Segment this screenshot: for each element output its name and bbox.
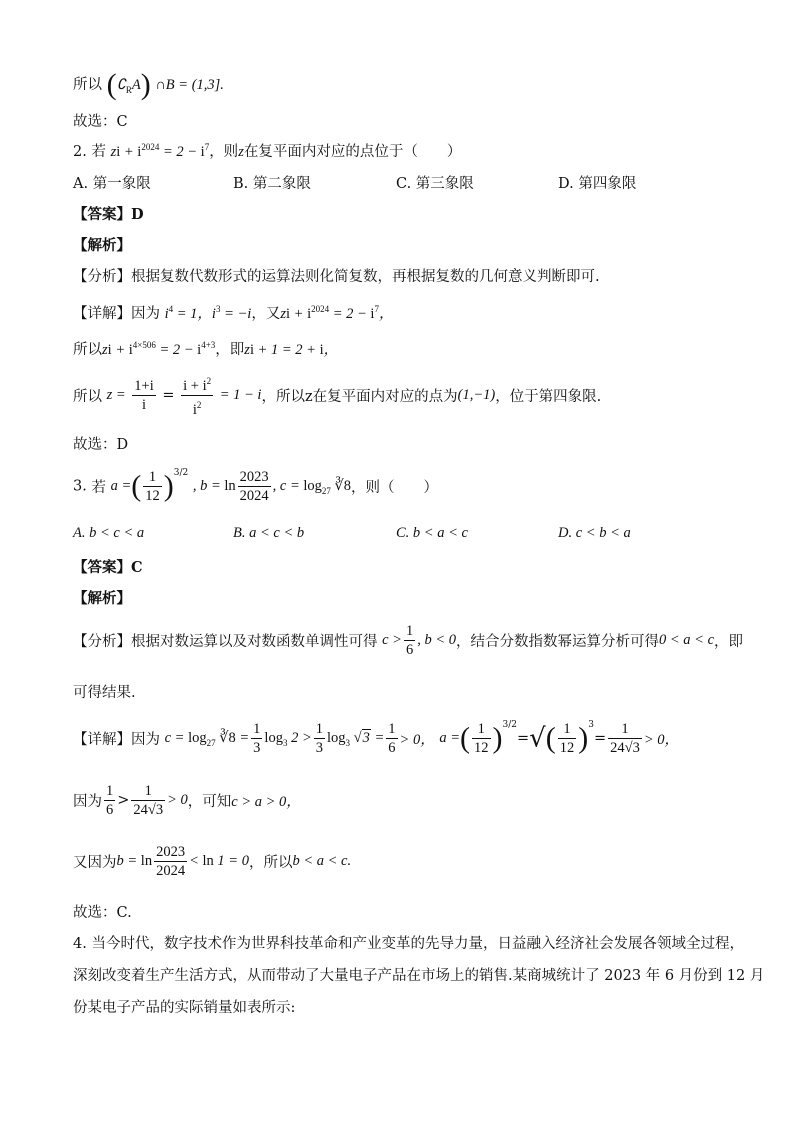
q2-choose: 故选：D <box>73 437 129 453</box>
q3-paren3-open: ( <box>545 721 556 755</box>
q3-exp: 3/2 <box>173 468 189 478</box>
q3-gt: > <box>117 792 130 809</box>
q3-frac-sixth2: $\frac{1}{6}$ <box>388 721 396 756</box>
q3-paren3-close: ) <box>578 721 589 755</box>
q3-analysis: 【解析】 <box>73 590 131 607</box>
q2-result: = 1 − i <box>219 386 262 403</box>
q2-detail-you: ，又 <box>251 306 281 322</box>
q3-option-b: B. a < c < b <box>233 525 305 541</box>
q3-exp2: 3/2 <box>502 720 517 730</box>
q2-frac1: $\frac{1+i}{i}$ <box>134 377 154 413</box>
q2-mid: ，则 <box>209 144 239 160</box>
q2-ji: ，即 <box>215 342 245 358</box>
q3-choose: 故选：C. <box>73 905 132 921</box>
q2-step2-eq: zi + $i^{4\times 506} = 2 - i^{4+3}$ <box>102 340 216 358</box>
q2-fenxi: 【分析】根据复数代数形式的运算法则化简复数，再根据复数的几何意义判断即可. <box>73 269 600 285</box>
q2-suoyi2: 所以 <box>73 388 102 405</box>
q3-ze: ，则（ ） <box>351 480 439 496</box>
q3-option-a: A. b < c < a <box>73 525 145 541</box>
q3-frac-result: $\frac{1}{24√3}$ <box>610 721 640 756</box>
q3-paren-open: ( <box>131 469 142 503</box>
q3-b-ln: b = ln <box>116 853 153 869</box>
q3-gt0-2: > 0， <box>643 732 679 748</box>
q2-step2 <box>73 338 338 359</box>
q2-eq-sign: = <box>162 387 175 404</box>
q2-point: (1,−1) <box>457 386 496 403</box>
q3-eq-sign: = <box>516 730 530 747</box>
conclusion-prefix: 所以 <box>73 77 102 93</box>
q2-number: 2. <box>73 144 87 160</box>
q3-paren-close: ) <box>163 469 174 503</box>
q3-frac-third2: $\frac{1}{3}$ <box>315 721 323 756</box>
q2-equation: zi + $i^{2024} = 2 - i^7$ <box>110 142 210 160</box>
q3-compare <box>73 782 301 819</box>
q3-number: 3. <box>73 478 87 495</box>
q3-option-d: D. c < b < a <box>558 525 631 541</box>
q3-answer: 【答案】C <box>73 559 143 576</box>
q3-option-c: C. b < a < c <box>396 525 468 541</box>
q3-yinwei: 因为 <box>73 794 102 810</box>
q3-a-eq: a = <box>110 478 132 494</box>
q2-step3 <box>73 372 601 419</box>
q3-detail <box>73 720 679 757</box>
q3-paren2-open: ( <box>460 721 470 755</box>
q2-answer: 【答案】D <box>73 206 144 223</box>
q3-fenxi-c: ，即 <box>714 634 744 650</box>
q2-z-eq: z = <box>106 386 126 403</box>
q3-ineq: 0 < a < c <box>659 632 715 648</box>
q2-tail: 在复平面内对应的点位于（ ） <box>243 144 462 160</box>
q3-fenxi-b: ，结合分数指数幂运算分析可得 <box>456 634 660 650</box>
q3-ruo: 若 <box>91 480 106 496</box>
q3-log3sqrt3: $\log_3 √3$ = <box>327 729 385 748</box>
q3-c-gt: c > <box>382 632 402 648</box>
q3-gt0: > 0， <box>399 732 435 748</box>
complement-a: $∁_RA$ <box>116 77 141 95</box>
q4-line2: 深刻改变着生产生活方式，从而带动了大量电子产品在市场上的销售.某商城统计了 2023 年 6 月份到 12 月 <box>73 968 765 984</box>
q2-detail-eq1: $i^4 = 1$，$i^3 = -i$ <box>164 304 252 322</box>
q3-fenxi <box>73 622 743 659</box>
line-conclusion <box>73 68 224 102</box>
paren-close: ) <box>140 68 151 101</box>
q3-b-lt: , b < 0 <box>417 632 457 648</box>
q2-detail <box>73 302 393 323</box>
q3-eq-sign2: = <box>593 730 607 747</box>
q2-point-text: ，所以z在复平面内对应的点为 <box>261 388 458 405</box>
q3-suoyi: ，所以 <box>248 855 293 871</box>
q3-frac-a: $\frac{1}{12}$ <box>145 469 160 504</box>
q3-ln1: < ln 1 = 0 <box>189 853 249 869</box>
q2-option-d: D. 第四象限 <box>558 176 637 192</box>
q3-frac-a2: $\frac{1}{12}$ <box>474 721 489 756</box>
q2-option-b: B. 第二象限 <box>233 176 311 192</box>
q2-quadrant: ，位于第四象限. <box>495 388 602 405</box>
q3-frac-third1: $\frac{1}{3}$ <box>253 721 261 756</box>
q2-ruo: 若 <box>91 144 106 160</box>
q2-step2-eq2: zi + 1 = 2 + i， <box>244 342 339 358</box>
q2-suoyi1: 所以 <box>73 342 102 358</box>
q3-sqrt-sign: √ <box>529 723 546 754</box>
q3-detail-c: $c = \log_{27}$ ∛8 = <box>164 729 250 748</box>
q3-c-gt-a: c > a > 0， <box>231 794 301 810</box>
q3-frac-sixth: $\frac{1}{6}$ <box>405 623 414 658</box>
q2-frac2: $\frac{i + i^2}{i^2}$ <box>181 372 213 419</box>
q2-option-a: A. 第一象限 <box>73 176 151 192</box>
q3-b-eq: , b = ln <box>192 478 236 494</box>
q3-c-eq: , $c = \log_{27}$ ∛8 <box>272 477 352 496</box>
q2-stem <box>73 140 461 161</box>
q2-detail-eq2: zi + $i^{2024} = 2 - i^7$， <box>280 304 394 322</box>
q3-frac-result2: $\frac{1}{24√3}$ <box>133 783 164 818</box>
q2-analysis: 【解析】 <box>73 237 131 254</box>
q3-paren2-close: ) <box>492 721 503 755</box>
q3-b-line <box>73 843 351 880</box>
q3-frac-b: $\frac{2023}{2024}$ <box>239 469 269 504</box>
intersection-result: ∩B = (1,3]. <box>155 77 224 93</box>
q3-a-eq2: a = <box>439 730 460 746</box>
q3-final-ineq: b < a < c. <box>292 853 352 869</box>
q3-fenxi-d: 可得结果. <box>73 685 136 701</box>
q3-gt0-3: > 0 <box>167 792 188 808</box>
q3-detail-prefix: 【详解】因为 <box>73 732 160 748</box>
q2-detail-prefix: 【详解】因为 <box>73 306 160 322</box>
q2-option-c: C. 第三象限 <box>396 176 474 192</box>
q4-line1: 4. 当今时代，数字技术作为世界科技革命和产业变革的先导力量，日益融入经济社会发展各领域全过程， <box>73 936 744 952</box>
q3-exp3: 3 <box>588 720 594 730</box>
choose-c-1: 故选：C <box>73 114 128 130</box>
q3-kezhi: ，可知 <box>187 794 232 810</box>
q2-z: z <box>238 144 244 160</box>
q3-log32: $\log_3 2$ > <box>264 729 312 748</box>
q3-fenxi-a: 【分析】根据对数运算以及对数函数单调性可得 <box>73 634 378 650</box>
q3-youyinwei: 又因为 <box>73 855 117 871</box>
q3-frac-sixth3: $\frac{1}{6}$ <box>106 783 114 818</box>
q3-stem <box>73 468 438 505</box>
q3-frac-a3: $\frac{1}{12}$ <box>559 721 575 756</box>
q3-frac-b2: $\frac{2023}{2024}$ <box>156 844 186 879</box>
paren-open: ( <box>106 68 117 101</box>
q4-line3: 份某电子产品的实际销量如表所示: <box>73 1000 296 1016</box>
